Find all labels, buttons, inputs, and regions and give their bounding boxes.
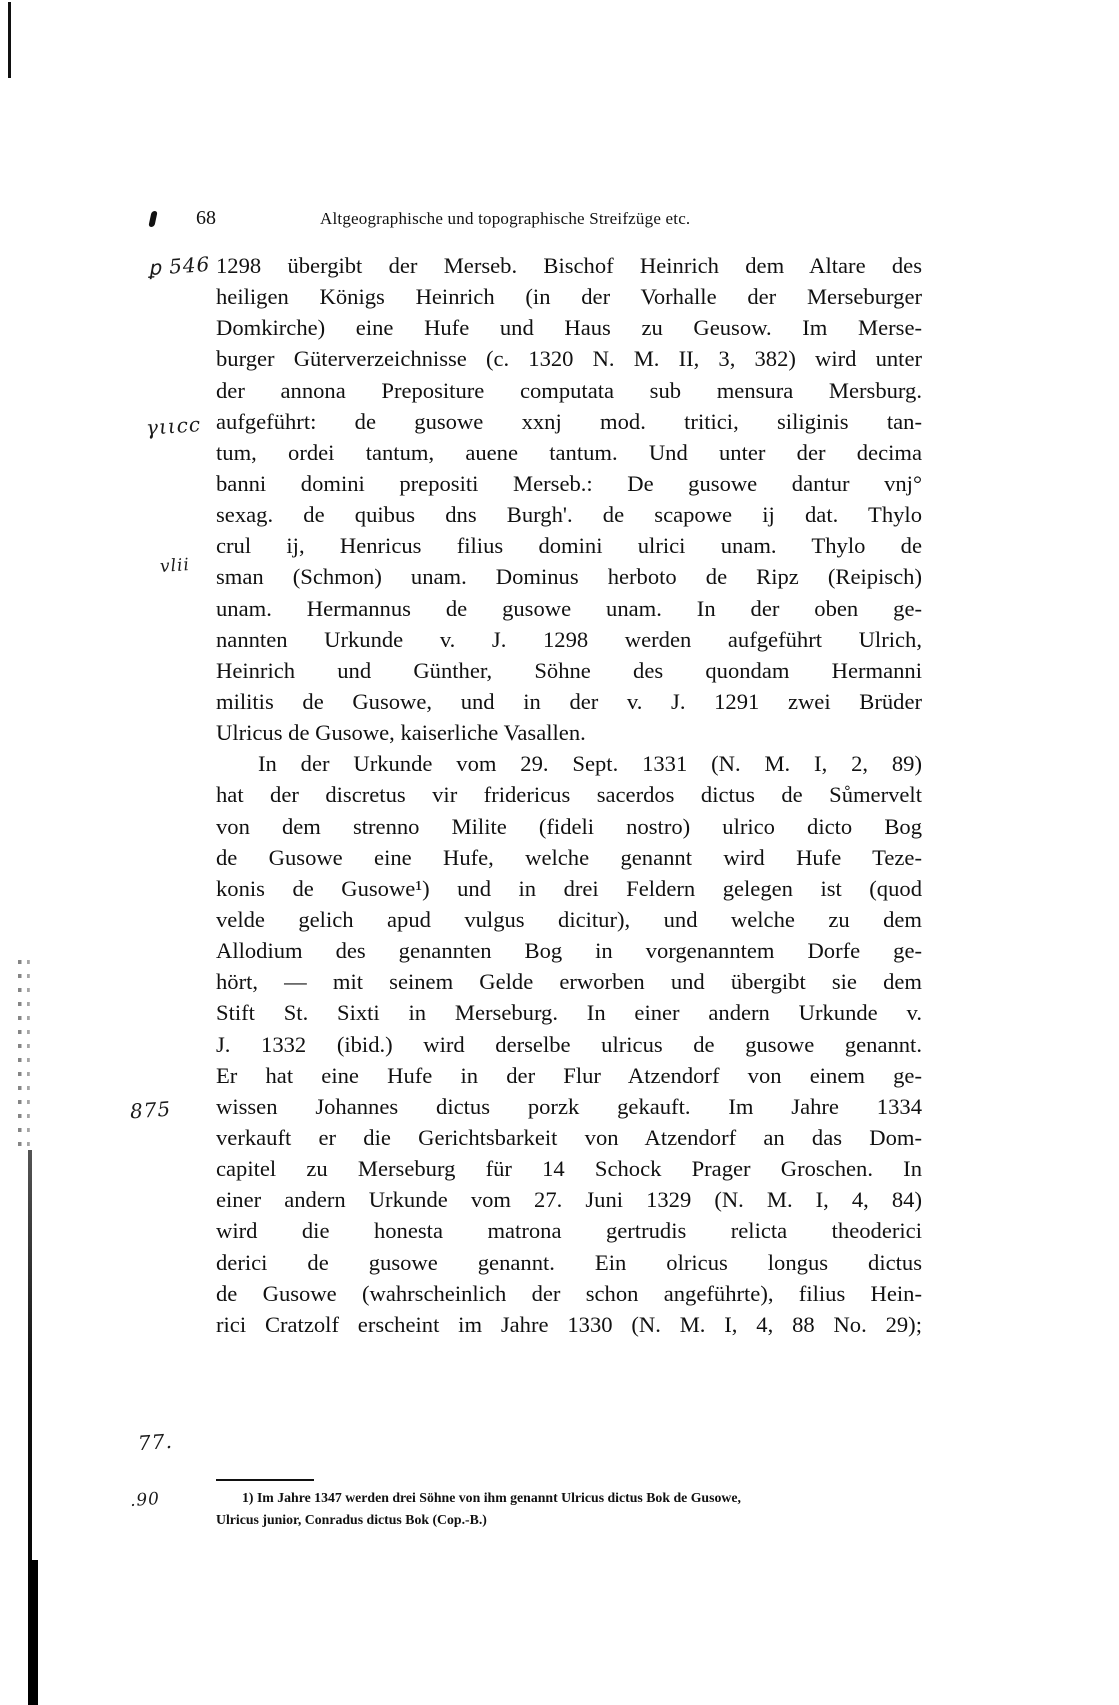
text-line: konis de Gusowe¹) und in drei Feldern gelegen ist (quod <box>216 875 922 901</box>
text-line: hört, — mit seinem Gelde erworben und übergibt sie dem <box>216 969 922 995</box>
running-title: Altgeographische und topographische Streifzüge etc. <box>320 209 691 228</box>
text-line: de Gusowe eine Hufe, welche genannt wird Hufe Teze- <box>216 844 922 870</box>
text-line: capitel zu Merseburg für 14 Schock Prager Groschen. In <box>216 1156 922 1182</box>
text-line: tum, ordei tantum, auene tantum. Und unter der decima <box>216 439 922 465</box>
text-line: Heinrich und Günther, Söhne des quondam Hermanni <box>216 657 922 683</box>
text-line: sexag. de quibus dns Burgh'. de scapowe ij dat. Thylo <box>216 502 922 528</box>
page-number: 68 <box>196 207 216 229</box>
footnotes <box>216 1487 922 1531</box>
text-line: banni domini prepositi Merseb.: De gusowe dantur vnj° <box>216 470 922 496</box>
scan-edge-artifact <box>27 960 41 1150</box>
text-line: burger Güterverzeichnisse (c. 1320 N. M. II, 3, 382) wird unter <box>216 346 922 372</box>
text-line: aufgeführt: de gusowe xxnj mod. tritici, siliginis tan- <box>216 408 922 434</box>
body-text <box>216 250 922 1340</box>
text-line: Stift St. Sixti in Merseburg. In einer andern Urkunde v. <box>216 1000 922 1026</box>
footnote-line: 1) Im Jahre 1347 werden drei Söhne von ihm genannt Ulricus dictus Bok de Gusowe, <box>242 1490 741 1505</box>
text-line: einer andern Urkunde vom 27. Juni 1329 (N. M. I, 4, 84) <box>216 1187 922 1213</box>
handwritten-margin-note: 875 <box>129 1096 172 1124</box>
text-line: verkauft er die Gerichtsbarkeit von Atzendorf an das Dom- <box>216 1124 922 1150</box>
handwritten-margin-note: ꝑ 546 <box>147 251 211 281</box>
text-line: Domkirche) eine Hufe und Haus zu Geusow. Im Merse- <box>216 315 922 341</box>
text-line: de Gusowe (wahrscheinlich der schon angeführte), filius Hein- <box>216 1280 922 1306</box>
text-line: J. 1332 (ibid.) wird derselbe ulricus de gusowe genannt. <box>216 1031 922 1057</box>
text-line: nannten Urkunde v. J. 1298 werden aufgeführt Ulrich, <box>216 626 922 652</box>
text-line: crul ij, Henricus filius domini ulrici unam. Thylo de <box>216 533 922 559</box>
running-header <box>150 207 950 237</box>
scan-edge-artifact <box>30 1560 38 1705</box>
text-line: unam. Hermannus de gusowe unam. In der oben ge- <box>216 595 922 621</box>
ink-mark-icon <box>148 211 157 227</box>
footnote-divider <box>216 1479 314 1481</box>
scan-edge-artifact <box>18 960 32 1150</box>
text-line: 1298 übergibt der Merseb. Bischof Heinrich dem Altare des <box>216 253 922 278</box>
text-line: hat der discretus vir fridericus sacerdos dictus de Sůmervelt <box>216 782 922 808</box>
handwritten-margin-note: γιιϲϲ <box>145 412 202 440</box>
text-line: heiligen Königs Heinrich (in der Vorhalle der Merseburger <box>216 284 922 310</box>
footnote-line: Ulricus junior, Conradus dictus Bok (Cop.-B.) <box>216 1512 487 1527</box>
scan-edge-artifact <box>8 2 11 78</box>
text-line: wird die honesta matrona gertrudis relicta theoderici <box>216 1218 922 1244</box>
text-line: Ulricus de Gusowe, kaiserliche Vasallen. <box>216 720 586 746</box>
text-line: der annona Prepositure computata sub mensura Mersburg. <box>216 377 922 403</box>
paragraph-start-line: In der Urkunde vom 29. Sept. 1331 (N. M. I, 2, 89) <box>258 751 922 777</box>
text-line: velde gelich apud vulgus dicitur), und welche zu dem <box>216 906 922 932</box>
handwritten-margin-note: .90 <box>129 1488 161 1512</box>
text-line: Allodium des genannten Bog in vorgenanntem Dorfe ge- <box>216 938 922 964</box>
handwritten-margin-note: 77. <box>137 1428 174 1456</box>
text-line: von dem strenno Milite (fideli nostro) ulrico dicto Bog <box>216 813 922 839</box>
text-line: wissen Johannes dictus porzk gekauft. Im Jahre 1334 <box>216 1093 922 1119</box>
text-line: Er hat eine Hufe in der Flur Atzendorf von einem ge- <box>216 1062 922 1088</box>
text-line: sman (Schmon) unam. Dominus herboto de Ripz (Reipisch) <box>216 564 922 590</box>
text-line: rici Cratzolf erscheint im Jahre 1330 (N. M. I, 4, 88 No. 29); <box>216 1311 922 1337</box>
text-line: derici de gusowe genannt. Ein olricus longus dictus <box>216 1249 922 1275</box>
text-line: militis de Gusowe, und in der v. J. 1291 zwei Brüder <box>216 688 922 714</box>
handwritten-margin-note: vlii <box>159 554 191 578</box>
